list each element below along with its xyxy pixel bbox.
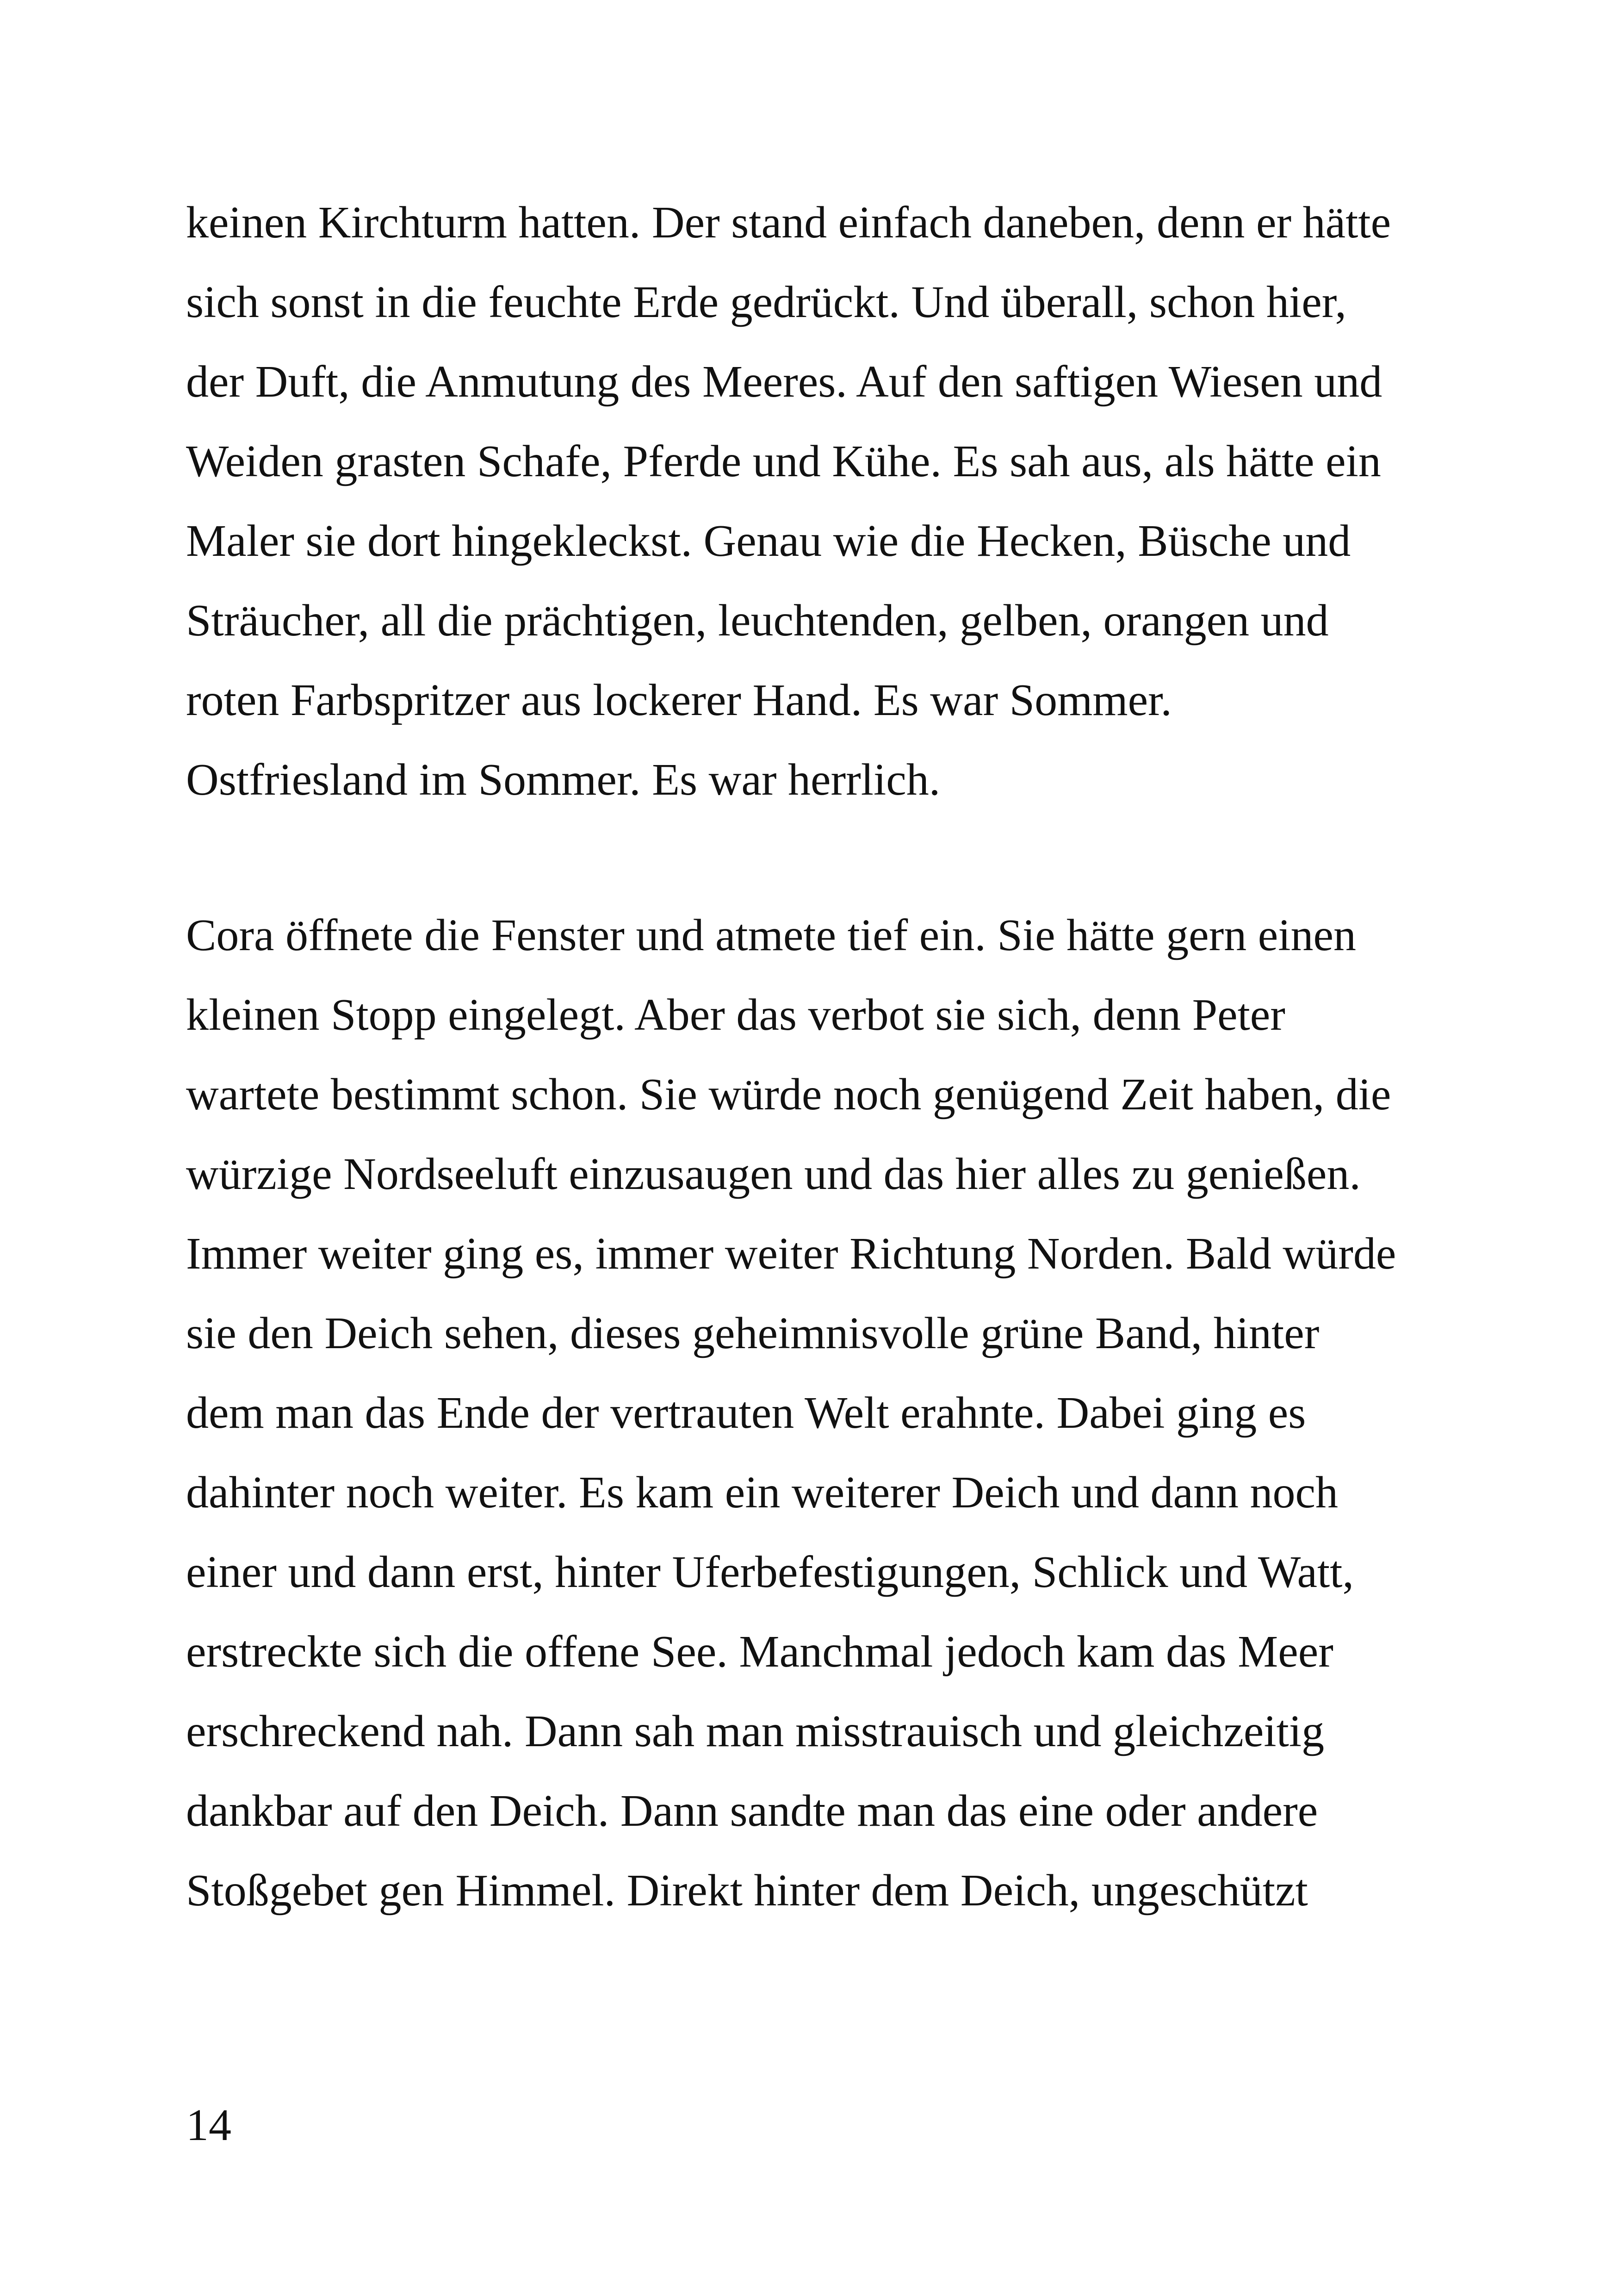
text-line: erschreckend nah. Dann sah man misstrauisch und gleichzeitig [186,1706,1325,1756]
text-line: der Duft, die Anmutung des Meeres. Auf den saftigen Wiesen und [186,357,1382,407]
text-line: sie den Deich sehen, dieses geheimnisvolle grüne Band, hinter [186,1308,1320,1358]
text-line: kleinen Stopp eingelegt. Aber das verbot sie sich, denn Peter [186,990,1285,1040]
text-line: roten Farbspritzer aus lockerer Hand. Es war Sommer. [186,675,1172,725]
paragraph-2 [186,896,1458,1930]
text-line: Immer weiter ging es, immer weiter Richtung Norden. Bald würde [186,1229,1396,1279]
text-line: sich sonst in die feuchte Erde gedrückt. Und überall, schon hier, [186,277,1346,327]
text-line: keinen Kirchturm hatten. Der stand einfach daneben, denn er hätte [186,198,1391,248]
text-line: dem man das Ende der vertrauten Welt erahnte. Dabei ging es [186,1388,1306,1438]
text-line: dankbar auf den Deich. Dann sandte man das eine oder andere [186,1786,1318,1836]
text-line: wartete bestimmt schon. Sie würde noch genügend Zeit haben, die [186,1070,1391,1120]
text-line: würzige Nordseeluft einzusaugen und das hier alles zu genießen. [186,1149,1361,1199]
text-line: dahinter noch weiter. Es kam ein weiterer Deich und dann noch [186,1468,1338,1518]
text-line: Stoßgebet gen Himmel. Direkt hinter dem Deich, ungeschützt [186,1866,1308,1916]
text-line: Ostfriesland im Sommer. Es war herrlich. [186,755,941,805]
text-line: Cora öffnete die Fenster und atmete tief ein. Sie hätte gern einen [186,910,1356,960]
paragraph-1 [186,183,1458,820]
text-line: erstreckte sich die offene See. Manchmal jedoch kam das Meer [186,1627,1333,1677]
text-line: Sträucher, all die prächtigen, leuchtenden, gelben, orangen und [186,596,1329,646]
page-number: 14 [186,2100,231,2150]
text-line: Maler sie dort hingekleckst. Genau wie die Hecken, Büsche und [186,516,1351,566]
text-line: Weiden grasten Schafe, Pferde und Kühe. Es sah aus, als hätte ein [186,436,1381,486]
text-line: einer und dann erst, hinter Uferbefestigungen, Schlick und Watt, [186,1547,1354,1597]
